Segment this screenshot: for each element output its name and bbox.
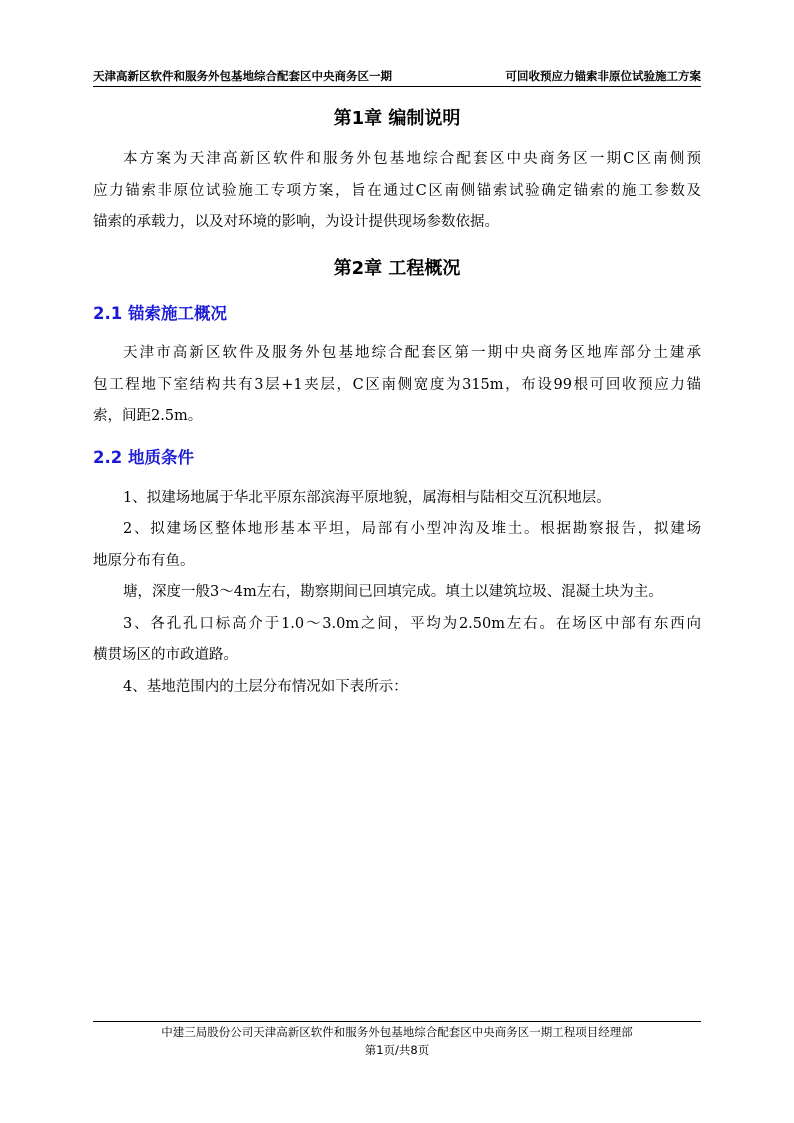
chapter-1-paragraph-line: 锚索的承载力，以及对环境的影响，为设计提供现场参数依据。 (93, 214, 499, 230)
section-2-2-paragraph-line: 2、拟建场区整体地形基本平坦，局部有小型冲沟及堆土。根据勘察报告，拟建场 (123, 521, 701, 537)
chapter-1-title: 第1章 编制说明 (333, 108, 461, 129)
chapter-1-paragraph-line: 本方案为天津高新区软件和服务外包基地综合配套区中央商务区一期C区南侧预 (123, 151, 701, 167)
section-2-1-paragraph-line: 索，间距2.5m。 (93, 408, 203, 424)
section-2-2-paragraph-line: 地原分布有鱼。 (93, 553, 195, 569)
section-2-2-title: 2.2 地质条件 (93, 448, 194, 467)
section-2-2-paragraph-line: 横贯场区的市政道路。 (93, 647, 238, 663)
footer-organization: 中建三局股份公司天津高新区软件和服务外包基地综合配套区中央商务区一期工程项目经理部 (161, 1025, 633, 1039)
footer-page-number: 第1页/共8页 (364, 1043, 430, 1057)
header-document-title: 可回收预应力锚索非原位试验施工方案 (505, 69, 701, 83)
page-header (93, 66, 701, 86)
header-project-title: 天津高新区软件和服务外包基地综合配套区中央商务区一期 (93, 69, 392, 83)
section-2-1-paragraph-line: 包工程地下室结构共有3层+1夹层，C区南侧宽度为315m，布设99根可回收预应力锚 (93, 377, 701, 393)
footer-divider (93, 1021, 701, 1022)
section-2-2-paragraph-line: 1、拟建场地属于华北平原东部滨海平原地貌，属海相与陆相交互沉积地层。 (123, 490, 611, 506)
section-2-2-paragraph-line: 4、基地范围内的土层分布情况如下表所示： (123, 679, 408, 695)
section-2-2-paragraph-line: 3、各孔孔口标高介于1.0～3.0m之间，平均为2.50m左右。在场区中部有东西向 (123, 616, 701, 632)
chapter-1-paragraph-line: 应力锚索非原位试验施工专项方案，旨在通过C区南侧锚索试验确定锚索的施工参数及 (93, 183, 701, 199)
chapter-2-title: 第2章 工程概况 (333, 258, 461, 279)
section-2-1-paragraph-line: 天津市高新区软件及服务外包基地综合配套区第一期中央商务区地库部分土建承 (123, 345, 701, 361)
header-divider (93, 86, 701, 87)
section-2-2-paragraph-line: 塘，深度一般3～4m左右，勘察期间已回填完成。填土以建筑垃圾、混凝土块为主。 (123, 584, 663, 600)
section-2-1-title: 2.1 锚索施工概况 (93, 304, 227, 323)
